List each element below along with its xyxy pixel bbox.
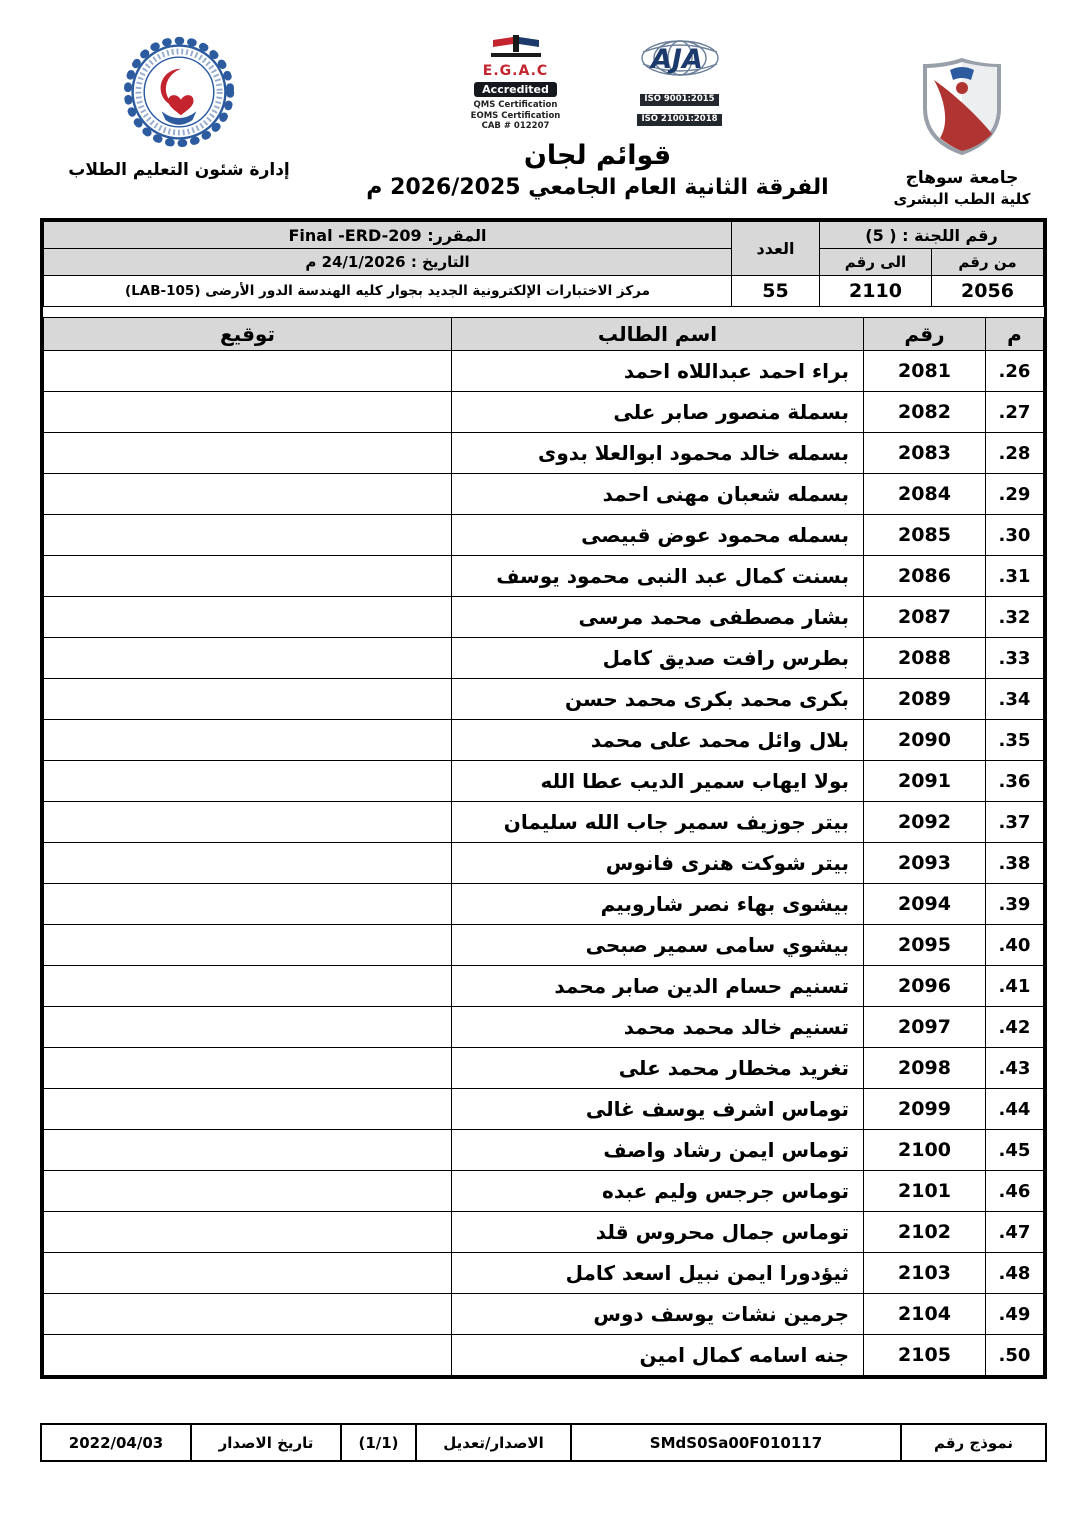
table-row [44, 597, 1044, 638]
table-row [44, 638, 1044, 679]
row-number-cell: 2093 [864, 843, 986, 884]
row-index-cell: 34. [986, 679, 1044, 720]
row-index-cell: 43. [986, 1048, 1044, 1089]
form-number-value: SMdS0Sa00F010117 [571, 1424, 901, 1461]
row-signature-cell [44, 925, 452, 966]
header-index: م [986, 318, 1044, 351]
row-number-cell: 2083 [864, 433, 986, 474]
row-number-cell: 2104 [864, 1294, 986, 1335]
row-student-name-cell: ثيؤدورا ايمن نبيل اسعد كامل [452, 1253, 864, 1294]
row-student-name-cell: بيتر شوكت هنرى فانوس [452, 843, 864, 884]
revision-value: (1/1) [341, 1424, 416, 1461]
aja-globe-icon [637, 34, 723, 82]
row-student-name-cell: براء احمد عبداللاه احمد [452, 351, 864, 392]
row-signature-cell [44, 966, 452, 1007]
to-number-value: 2110 [820, 276, 932, 307]
table-row [44, 1048, 1044, 1089]
row-student-name-cell: بسمله شعبان مهنى احمد [452, 474, 864, 515]
row-student-name-cell: توماس جمال محروس قلد [452, 1212, 864, 1253]
row-number-cell: 2105 [864, 1335, 986, 1376]
row-number-cell: 2088 [864, 638, 986, 679]
document-title: قوائم لجان [523, 139, 672, 171]
aja-name-text: AJA [650, 44, 703, 75]
row-signature-cell [44, 392, 452, 433]
table-row [44, 679, 1044, 720]
row-number-cell: 2097 [864, 1007, 986, 1048]
row-signature-cell [44, 556, 452, 597]
row-student-name-cell: بطرس رافت صديق كامل [452, 638, 864, 679]
table-row [44, 884, 1044, 925]
egac-cert-line: CAB # 012207 [481, 121, 550, 132]
main-frame [40, 218, 1047, 1379]
row-signature-cell [44, 1253, 452, 1294]
row-number-cell: 2096 [864, 966, 986, 1007]
row-number-cell: 2090 [864, 720, 986, 761]
row-index-cell: 35. [986, 720, 1044, 761]
row-signature-cell [44, 1212, 452, 1253]
department-name: إدارة شئون التعليم الطلاب [68, 160, 290, 180]
table-row [44, 1253, 1044, 1294]
university-name: جامعة سوهاج [905, 168, 1019, 188]
row-student-name-cell: بكرى محمد بكرى محمد حسن [452, 679, 864, 720]
egac-name: E.G.A.C [482, 63, 549, 79]
aja-block [615, 34, 745, 126]
exam-location: مركز الاختبارات الإلكترونية الجديد بجوار كليه الهندسة الدور الأرضى (LAB-105) [44, 276, 732, 307]
department-block [40, 34, 318, 180]
table-row [44, 1007, 1044, 1048]
course-name: المقرر: Final -ERD-209 [44, 222, 732, 249]
egac-emblem-icon [487, 34, 545, 60]
row-index-cell: 47. [986, 1212, 1044, 1253]
student-table [43, 317, 1044, 1376]
row-index-cell: 38. [986, 843, 1044, 884]
row-number-cell: 2094 [864, 884, 986, 925]
row-student-name-cell: تسنيم حسام الدين صابر محمد [452, 966, 864, 1007]
row-number-cell: 2085 [864, 515, 986, 556]
aja-iso2: ISO 21001:2018 [637, 114, 721, 126]
row-signature-cell [44, 433, 452, 474]
row-signature-cell [44, 1335, 452, 1376]
row-index-cell: 32. [986, 597, 1044, 638]
row-index-cell: 44. [986, 1089, 1044, 1130]
row-number-cell: 2084 [864, 474, 986, 515]
row-index-cell: 45. [986, 1130, 1044, 1171]
aja-iso1: ISO 9001:2015 [640, 94, 718, 106]
egac-block [451, 34, 581, 132]
row-signature-cell [44, 761, 452, 802]
table-row [44, 720, 1044, 761]
table-row [44, 925, 1044, 966]
row-index-cell: 50. [986, 1335, 1044, 1376]
row-signature-cell [44, 474, 452, 515]
row-index-cell: 30. [986, 515, 1044, 556]
faculty-name: كلية الطب البشرى [893, 190, 1031, 208]
row-index-cell: 33. [986, 638, 1044, 679]
issue-date-value: 2022/04/03 [41, 1424, 191, 1461]
row-number-cell: 2081 [864, 351, 986, 392]
row-student-name-cell: جنه اسامه كمال امين [452, 1335, 864, 1376]
row-signature-cell [44, 351, 452, 392]
table-row [44, 433, 1044, 474]
row-number-cell: 2102 [864, 1212, 986, 1253]
row-number-cell: 2103 [864, 1253, 986, 1294]
row-index-cell: 46. [986, 1171, 1044, 1212]
row-student-name-cell: بيشوى بهاء نصر شاروبيم [452, 884, 864, 925]
row-number-cell: 2082 [864, 392, 986, 433]
row-signature-cell [44, 720, 452, 761]
to-number-label: الى رقم [820, 249, 932, 276]
row-student-name-cell: بسملة منصور صابر على [452, 392, 864, 433]
row-student-name-cell: بيشوي سامى سمير صبحى [452, 925, 864, 966]
count-label: العدد [732, 222, 820, 276]
university-shield-logo [920, 56, 1004, 156]
row-signature-cell [44, 843, 452, 884]
table-row [44, 966, 1044, 1007]
row-student-name-cell: بشار مصطفى محمد مرسى [452, 597, 864, 638]
accreditation-logos [318, 34, 877, 132]
table-row [44, 1089, 1044, 1130]
table-row [44, 843, 1044, 884]
row-signature-cell [44, 884, 452, 925]
row-signature-cell [44, 1171, 452, 1212]
university-block [877, 34, 1047, 208]
table-row [44, 392, 1044, 433]
row-index-cell: 39. [986, 884, 1044, 925]
footer-row [41, 1424, 1046, 1461]
issue-date-label: تاريخ الاصدار [191, 1424, 341, 1461]
row-index-cell: 40. [986, 925, 1044, 966]
committee-number: رقم اللجنة : ( 5) [820, 222, 1044, 249]
row-number-cell: 2101 [864, 1171, 986, 1212]
form-number-label: نموذج رقم [901, 1424, 1046, 1461]
table-row [44, 1294, 1044, 1335]
from-number-label: من رقم [932, 249, 1044, 276]
egac-accredited-badge: Accredited [474, 82, 557, 97]
row-number-cell: 2095 [864, 925, 986, 966]
row-index-cell: 26. [986, 351, 1044, 392]
row-number-cell: 2092 [864, 802, 986, 843]
row-signature-cell [44, 1089, 452, 1130]
row-signature-cell [44, 1130, 452, 1171]
row-number-cell: 2089 [864, 679, 986, 720]
row-index-cell: 37. [986, 802, 1044, 843]
row-index-cell: 28. [986, 433, 1044, 474]
row-index-cell: 49. [986, 1294, 1044, 1335]
header [40, 34, 1047, 208]
table-row [44, 1212, 1044, 1253]
row-number-cell: 2091 [864, 761, 986, 802]
egac-cert-line: EOMS Certification [470, 110, 561, 121]
row-student-name-cell: توماس اشرف يوسف غالى [452, 1089, 864, 1130]
row-student-name-cell: تغريد مخطار محمد على [452, 1048, 864, 1089]
header-student-name: اسم الطالب [452, 318, 864, 351]
table-row [44, 1130, 1044, 1171]
header-number: رقم [864, 318, 986, 351]
row-index-cell: 29. [986, 474, 1044, 515]
row-signature-cell [44, 1294, 452, 1335]
footer-table [40, 1423, 1047, 1462]
table-row [44, 474, 1044, 515]
row-signature-cell [44, 1048, 452, 1089]
row-index-cell: 36. [986, 761, 1044, 802]
row-student-name-cell: توماس ايمن رشاد واصف [452, 1130, 864, 1171]
row-student-name-cell: تسنيم خالد محمد محمد [452, 1007, 864, 1048]
from-number-value: 2056 [932, 276, 1044, 307]
count-value: 55 [732, 276, 820, 307]
faculty-logo [121, 34, 237, 150]
row-signature-cell [44, 515, 452, 556]
row-number-cell: 2100 [864, 1130, 986, 1171]
table-row [44, 515, 1044, 556]
table-row [44, 556, 1044, 597]
row-student-name-cell: بسمله خالد محمود ابوالعلا بدوى [452, 433, 864, 474]
table-row [44, 1335, 1044, 1376]
row-student-name-cell: بولا ايهاب سمير الديب عطا الله [452, 761, 864, 802]
row-index-cell: 27. [986, 392, 1044, 433]
row-number-cell: 2098 [864, 1048, 986, 1089]
row-student-name-cell: بسنت كمال عبد النبى محمود يوسف [452, 556, 864, 597]
row-number-cell: 2099 [864, 1089, 986, 1130]
student-table-body [44, 351, 1044, 1376]
document-subtitle: الفرقة الثانية العام الجامعي 2026/2025 م [366, 174, 829, 200]
table-row [44, 1171, 1044, 1212]
row-index-cell: 31. [986, 556, 1044, 597]
table-row [44, 351, 1044, 392]
table-row [44, 761, 1044, 802]
table-row [44, 802, 1044, 843]
header-center [318, 34, 877, 200]
exam-date: التاريخ : 24/1/2026 م [44, 249, 732, 276]
row-student-name-cell: بيتر جوزيف سمير جاب الله سليمان [452, 802, 864, 843]
row-student-name-cell: توماس جرجس وليم عبده [452, 1171, 864, 1212]
student-table-header-row [44, 318, 1044, 351]
row-number-cell: 2086 [864, 556, 986, 597]
row-signature-cell [44, 1007, 452, 1048]
egac-cert-line: QMS Certification [473, 100, 558, 110]
revision-label: الاصدار/تعديل [416, 1424, 571, 1461]
row-student-name-cell: بلال وائل محمد على محمد [452, 720, 864, 761]
row-number-cell: 2087 [864, 597, 986, 638]
row-signature-cell [44, 597, 452, 638]
row-signature-cell [44, 802, 452, 843]
row-index-cell: 48. [986, 1253, 1044, 1294]
header-signature: توقيع [44, 318, 452, 351]
exam-info-table [43, 221, 1044, 307]
row-signature-cell [44, 679, 452, 720]
row-student-name-cell: بسمله محمود عوض قبيصى [452, 515, 864, 556]
row-index-cell: 41. [986, 966, 1044, 1007]
row-index-cell: 42. [986, 1007, 1044, 1048]
row-signature-cell [44, 638, 452, 679]
row-student-name-cell: جرمين نشات يوسف دوس [452, 1294, 864, 1335]
